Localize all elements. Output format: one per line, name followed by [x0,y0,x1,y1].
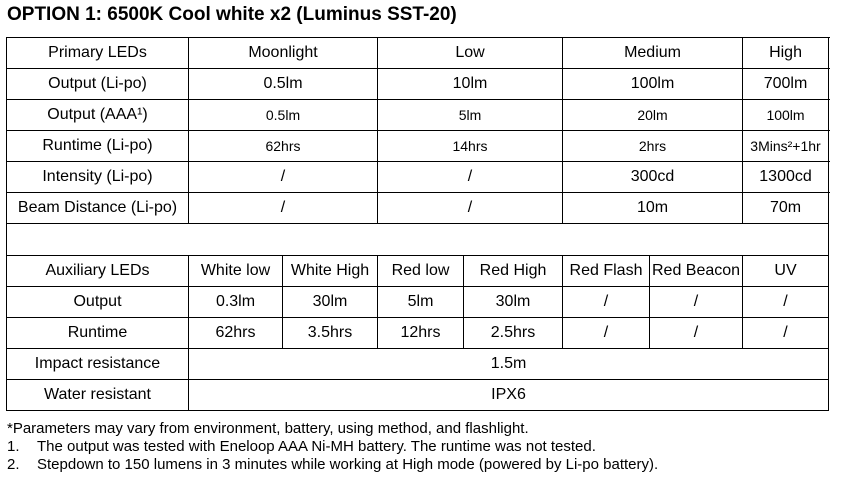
primary-header-cell: Primary LEDs [7,38,189,69]
table-cell: 2.5hrs [464,318,563,349]
table-cell: / [378,193,563,224]
row-label: Output (AAA¹) [7,100,189,131]
empty-cell [7,224,829,256]
primary-header-cell: High [743,38,829,69]
table-cell: / [563,318,650,349]
table-cell: / [378,162,563,193]
table-cell: 20lm [563,100,743,131]
row-label: Intensity (Li-po) [7,162,189,193]
row-label: Runtime [7,318,189,349]
spec-table [6,37,829,411]
table-cell: 5lm [378,287,464,318]
table-cell: / [743,318,829,349]
primary-header-cell: Medium [563,38,743,69]
table-cell: / [189,193,378,224]
table-row [7,69,829,100]
table-cell: 14hrs [378,131,563,162]
water-resistance-value: IPX6 [189,380,829,411]
table-cell: 700lm [743,69,829,100]
table-row [7,193,829,224]
impact-resistance-value: 1.5m [189,349,829,380]
auxiliary-header-cell: White low [189,256,283,287]
auxiliary-header-cell: UV [743,256,829,287]
table-cell: 100lm [563,69,743,100]
row-label: Output [7,287,189,318]
table-cell: 3Mins²+1hr [743,131,829,162]
table-cell: 300cd [563,162,743,193]
auxiliary-header-cell: Red Beacon [650,256,743,287]
table-row [7,349,829,380]
auxiliary-header-cell: White High [283,256,378,287]
table-row [7,318,829,349]
footnote-text: Stepdown to 150 lumens in 3 minutes while working at High mode (powered by Li-po battery). [37,456,659,473]
table-cell: 30lm [464,287,563,318]
table-row [7,380,829,411]
table-cell: 0.5lm [189,100,378,131]
table-cell: 10lm [378,69,563,100]
auxiliary-header-cell: Red Flash [563,256,650,287]
row-label: Beam Distance (Li-po) [7,193,189,224]
auxiliary-header-cell: Red High [464,256,563,287]
table-cell: 10m [563,193,743,224]
table-cell: / [650,287,743,318]
page-title: OPTION 1: 6500K Cool white x2 (Luminus SST-20) [7,4,457,25]
footnote-number: 1. [7,438,20,455]
table-row [7,287,829,318]
row-label: Output (Li-po) [7,69,189,100]
table-cell: / [743,287,829,318]
table-cell: 100lm [743,100,829,131]
table-cell: 30lm [283,287,378,318]
table-cell: 5lm [378,100,563,131]
table-cell: 70m [743,193,829,224]
table-cell: / [563,287,650,318]
row-label: Runtime (Li-po) [7,131,189,162]
footnote-number: 2. [7,456,20,473]
row-label: Impact resistance [7,349,189,380]
primary-header-cell: Low [378,38,563,69]
footnote-item [7,456,658,474]
general-note: *Parameters may vary from environment, battery, using method, and flashlight. [7,420,529,437]
table-row [7,100,829,131]
table-row [7,131,829,162]
spacer-row [7,224,829,256]
auxiliary-header-cell: Auxiliary LEDs [7,256,189,287]
table-cell: 62hrs [189,131,378,162]
footnote-text: The output was tested with Eneloop AAA Ni-MH battery. The runtime was not tested. [37,438,596,455]
primary-header-cell: Moonlight [189,38,378,69]
table-cell: 1300cd [743,162,829,193]
table-cell: / [189,162,378,193]
table-cell: 0.3lm [189,287,283,318]
primary-header-row [7,38,829,69]
table-cell: 3.5hrs [283,318,378,349]
table-cell: 2hrs [563,131,743,162]
table-cell: / [650,318,743,349]
table-row [7,162,829,193]
table-cell: 62hrs [189,318,283,349]
table-cell: 0.5lm [189,69,378,100]
footnote-item [7,438,658,456]
table-cell: 12hrs [378,318,464,349]
row-label: Water resistant [7,380,189,411]
auxiliary-header-cell: Red low [378,256,464,287]
auxiliary-header-row [7,256,829,287]
footnotes [7,420,658,474]
